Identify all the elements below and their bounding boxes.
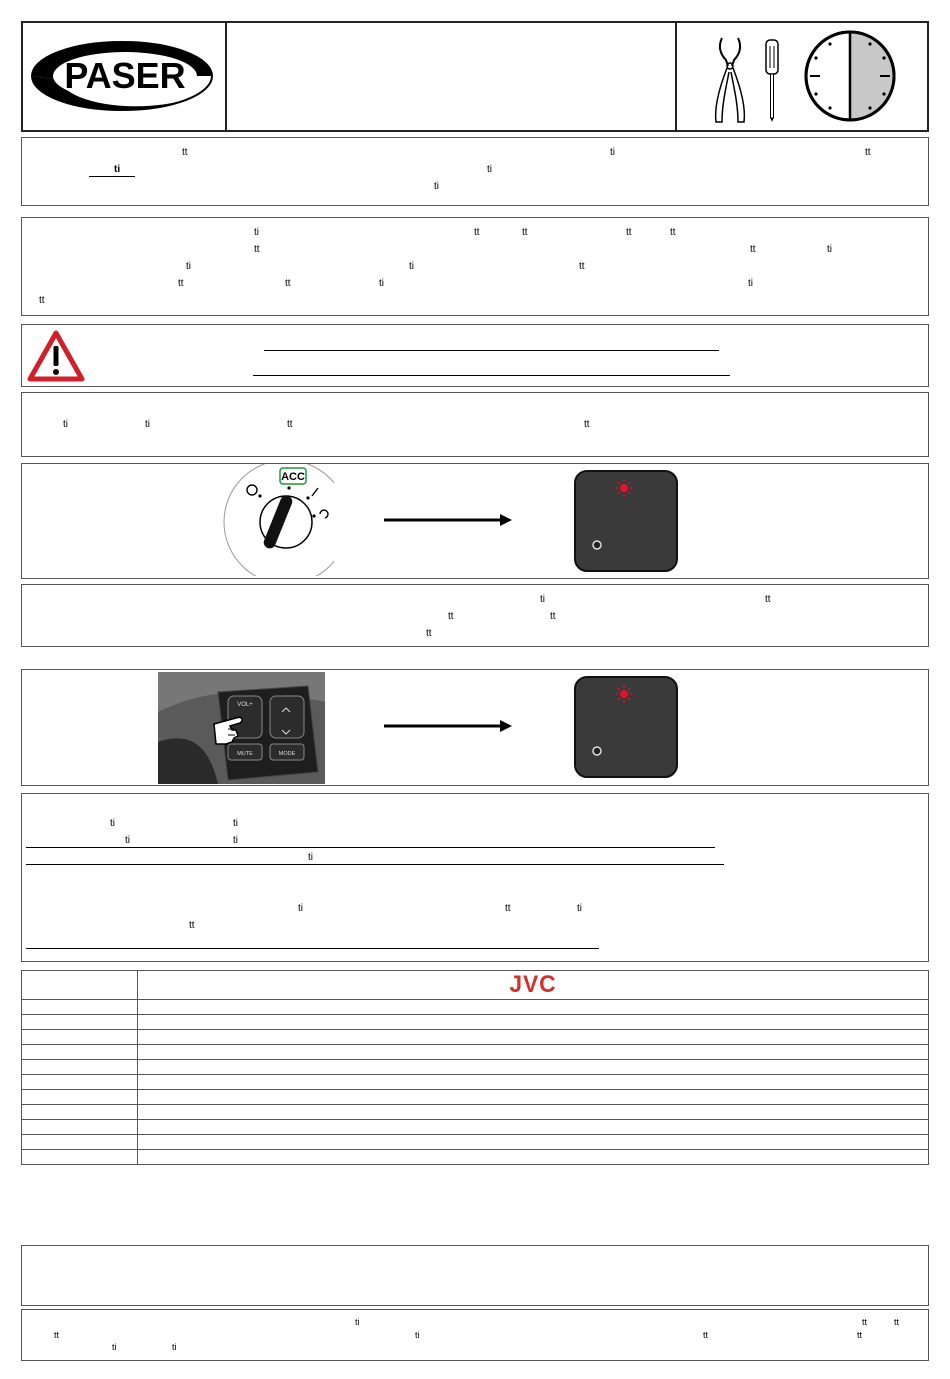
description-fragment: tt (254, 244, 260, 255)
instructions-underline (26, 864, 724, 865)
step2-fragment: tt (765, 594, 771, 605)
code-table-header-row (22, 971, 929, 1000)
table-row (22, 1150, 929, 1165)
steering-wheel-photo (158, 672, 325, 784)
description-fragment: ti (409, 261, 414, 272)
jvc-logo: JVC (509, 971, 557, 998)
notes-box (21, 1245, 929, 1306)
intro-fragment: ti (610, 147, 615, 158)
intro-fragment: tt (182, 147, 188, 158)
description-fragment: ti (748, 278, 753, 289)
footer-fragment: tt (703, 1330, 709, 1340)
step2-fragment: tt (448, 611, 454, 622)
step2-box (21, 584, 929, 647)
steering-button-mode: MODE (278, 751, 296, 757)
description-fragment: ti (254, 227, 259, 238)
header-divider-1 (225, 22, 227, 131)
footer-fragment: ti (172, 1342, 177, 1352)
instructions-fragment: ti (298, 903, 303, 914)
interface-module-led-on (574, 470, 678, 572)
description-fragment: ti (827, 244, 832, 255)
warning-triangle-icon (27, 330, 85, 382)
instructions-underline (26, 948, 599, 949)
instructions-box (21, 793, 929, 962)
header-divider-2 (675, 22, 677, 131)
description-fragment: ti (186, 261, 191, 272)
arrow-right-icon (384, 512, 514, 528)
description-fragment: tt (39, 295, 45, 306)
table-row (22, 1030, 929, 1045)
step2-fragment: ti (540, 594, 545, 605)
code-table (21, 970, 929, 1165)
steering-button-vol: VOL+ (237, 702, 253, 708)
description-fragment: tt (285, 278, 291, 289)
table-row (22, 1075, 929, 1090)
step1-fragment: ti (145, 419, 150, 430)
step1-fragment: tt (584, 419, 590, 430)
instructions-fragment: ti (110, 818, 115, 829)
intro-underline (89, 176, 135, 177)
paser-logo-text: PASER (64, 55, 186, 96)
clock-icon (802, 28, 898, 124)
description-fragment: tt (579, 261, 585, 272)
intro-fragment: tt (865, 147, 871, 158)
table-row (22, 1045, 929, 1060)
screwdriver-icon (762, 38, 782, 122)
step2-fragment: tt (426, 628, 432, 639)
intro-fragment: ti (487, 164, 492, 175)
pliers-icon (710, 36, 750, 124)
step1-box (21, 392, 929, 457)
table-row (22, 1000, 929, 1015)
description-fragment: tt (474, 227, 480, 238)
instructions-fragment: ti (233, 835, 238, 846)
table-row (22, 1015, 929, 1030)
footer-fragment: ti (112, 1342, 117, 1352)
instructions-fragment: tt (505, 903, 511, 914)
steering-button-mute: MUTE (237, 751, 253, 757)
footer-fragment: tt (857, 1330, 863, 1340)
description-fragment: tt (522, 227, 528, 238)
table-row (22, 1105, 929, 1120)
code-table-brand-cell (138, 971, 929, 1000)
warning-line-2 (253, 375, 730, 376)
description-fragment: tt (670, 227, 676, 238)
step1-fragment: ti (63, 419, 68, 430)
table-row (22, 1120, 929, 1135)
intro-fragment-bold: ti (114, 164, 121, 175)
instructions-fragment: ti (125, 835, 130, 846)
acc-label: ACC (281, 471, 305, 483)
instructions-fragment: ti (308, 852, 313, 863)
table-row (22, 1090, 929, 1105)
instructions-fragment: ti (233, 818, 238, 829)
intro-fragment: ti (434, 181, 439, 192)
intro-box (21, 137, 929, 206)
footer-fragment: ti (355, 1317, 360, 1327)
table-row (22, 1135, 929, 1150)
instructions-fragment: tt (189, 920, 195, 931)
footer-fragment: tt (54, 1330, 60, 1340)
description-fragment: tt (626, 227, 632, 238)
footer-box (21, 1309, 929, 1361)
interface-module-led-on (574, 676, 678, 778)
arrow-right-icon (384, 718, 514, 734)
instructions-underline (26, 847, 715, 848)
paser-logo (30, 40, 216, 112)
step1-fragment: tt (287, 419, 293, 430)
description-fragment: tt (178, 278, 184, 289)
instructions-fragment: ti (577, 903, 582, 914)
footer-fragment: tt (894, 1317, 900, 1327)
description-fragment: ti (379, 278, 384, 289)
table-row (22, 1060, 929, 1075)
warning-line-1 (264, 350, 719, 351)
footer-fragment: ti (415, 1330, 420, 1340)
warning-box (21, 324, 929, 387)
step2-fragment: tt (550, 611, 556, 622)
code-table-header-cell (22, 971, 138, 1000)
footer-fragment: tt (862, 1317, 868, 1327)
description-fragment: tt (750, 244, 756, 255)
ignition-switch-image (222, 464, 334, 576)
